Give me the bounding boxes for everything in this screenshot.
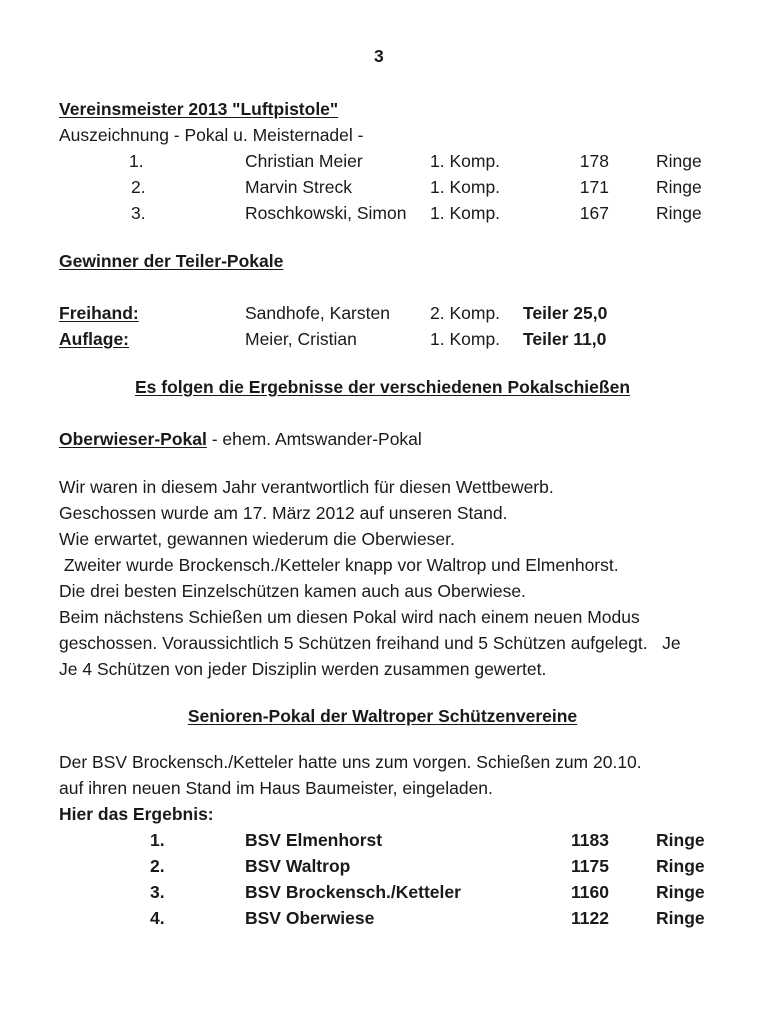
oberwieser-heading	[59, 429, 422, 449]
page-number: 3	[374, 46, 384, 66]
score: 1122	[571, 908, 609, 928]
unit: Ringe	[656, 151, 702, 171]
shooter-name: Roschkowski, Simon	[245, 203, 407, 223]
paragraph-line: geschossen. Voraussichtlich 5 Schützen freihand und 5 Schützen aufgelegt. Je	[59, 633, 681, 653]
vereinsmeister-award: Auszeichnung - Pokal u. Meisternadel -	[59, 125, 364, 145]
place: 3.	[150, 882, 165, 902]
discipline-label: Freihand:	[59, 303, 139, 323]
company: 1. Komp.	[430, 329, 501, 349]
score: 1160	[571, 882, 609, 902]
paragraph-line: Beim nächstens Schießen um diesen Pokal wird nach einem neuen Modus	[59, 607, 640, 627]
unit: Ringe	[656, 203, 702, 223]
unit: Ringe	[656, 908, 705, 928]
paragraph-line: Die drei besten Einzelschützen kamen auch aus Oberwiese.	[59, 581, 526, 601]
score: 1183	[571, 830, 609, 850]
pokal-results-heading: Es folgen die Ergebnisse der verschiedenen Pokalschießen	[134, 377, 631, 397]
score: 1175	[571, 856, 609, 876]
paragraph-line: Der BSV Brockensch./Ketteler hatte uns zum vorgen. Schießen zum 20.10.	[59, 752, 642, 772]
place: 2.	[150, 856, 165, 876]
place: 3.	[131, 203, 146, 223]
paragraph-line: Wir waren in diesem Jahr verantwortlich für diesen Wettbewerb.	[59, 477, 554, 497]
club-name: BSV Waltrop	[245, 856, 351, 876]
score: 167	[579, 203, 609, 223]
result-label: Hier das Ergebnis:	[59, 804, 214, 824]
oberwieser-subtitle: - ehem. Amtswander-Pokal	[206, 429, 422, 449]
paragraph-line: Zweiter wurde Brockensch./Ketteler knapp vor Waltrop und Elmenhorst.	[59, 555, 619, 575]
teiler-result: Teiler 25,0	[523, 303, 608, 323]
paragraph-line: Geschossen wurde am 17. März 2012 auf unseren Stand.	[59, 503, 508, 523]
company: 1. Komp.	[430, 151, 501, 171]
shooter-name: Christian Meier	[245, 151, 363, 171]
paragraph-line: Je 4 Schützen von jeder Disziplin werden zusammen gewertet.	[59, 659, 547, 679]
unit: Ringe	[656, 830, 705, 850]
shooter-name: Marvin Streck	[245, 177, 352, 197]
place: 1.	[150, 830, 165, 850]
club-name: BSV Elmenhorst	[245, 830, 383, 850]
shooter-name: Sandhofe, Karsten	[245, 303, 390, 323]
teiler-title: Gewinner der Teiler-Pokale	[59, 251, 284, 271]
place: 4.	[150, 908, 165, 928]
teiler-result: Teiler 11,0	[523, 329, 607, 349]
discipline-label: Auflage:	[59, 329, 129, 349]
unit: Ringe	[656, 177, 702, 197]
unit: Ringe	[656, 882, 705, 902]
score: 178	[579, 151, 609, 171]
oberwieser-title: Oberwieser-Pokal	[59, 429, 207, 449]
score: 171	[579, 177, 609, 197]
company: 1. Komp.	[430, 203, 501, 223]
company: 1. Komp.	[430, 177, 501, 197]
unit: Ringe	[656, 856, 705, 876]
company: 2. Komp.	[430, 303, 501, 323]
vereinsmeister-title: Vereinsmeister 2013 "Luftpistole"	[59, 99, 339, 119]
place: 1.	[129, 151, 144, 171]
paragraph-line: auf ihren neuen Stand im Haus Baumeister, eingeladen.	[59, 778, 493, 798]
place: 2.	[131, 177, 146, 197]
senioren-title: Senioren-Pokal der Waltroper Schützenvereine	[187, 706, 578, 726]
paragraph-line: Wie erwartet, gewannen wiederum die Oberwieser.	[59, 529, 455, 549]
shooter-name: Meier, Cristian	[245, 329, 357, 349]
club-name: BSV Brockensch./Ketteler	[245, 882, 461, 902]
club-name: BSV Oberwiese	[245, 908, 375, 928]
